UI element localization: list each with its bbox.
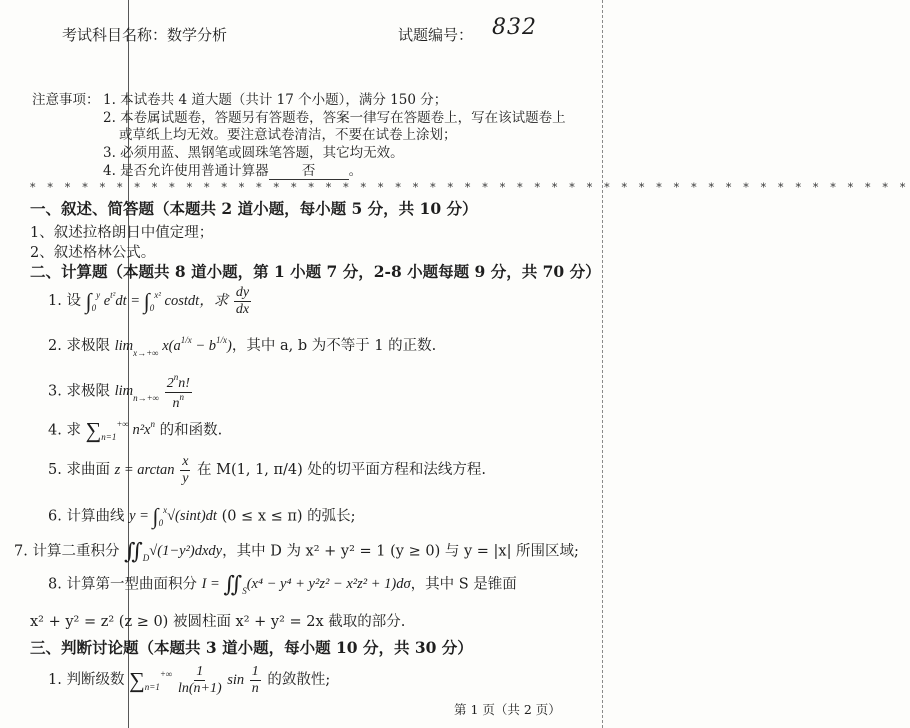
s2-question-4 — [48, 418, 222, 444]
note-4 — [103, 163, 362, 180]
subject-label: 考试科目名称： — [62, 26, 168, 44]
s2-question-8 — [48, 572, 517, 598]
s3-q1-label: 1. 判断级数 — [48, 671, 125, 688]
calculator-answer: 否 — [269, 163, 349, 180]
s2-q8-tail: ，其中 S 是锥面 — [410, 576, 517, 593]
s2-q8-label: 8. 计算第一型曲面积分 — [48, 576, 197, 593]
note-4-end: 。 — [348, 163, 363, 179]
s2-question-1 — [48, 286, 253, 317]
s2-q2-tail: ，其中 a, b 为不等于 1 的正数. — [231, 338, 437, 354]
s3-q1-tail: 的敛散性; — [267, 671, 331, 688]
binding-dash-line — [602, 0, 603, 728]
page-footer: 第 1 页（共 2 页） — [454, 702, 561, 717]
s2-q8-formula: $I = ∬_S(x^4 - y^4 + y^2z^2 - x^2z^2 + 1)d\sigma$ — [201, 572, 411, 597]
note-2-cont: 或草纸上均无效。要注意试卷清洁，不要在试卷上涂划； — [119, 127, 457, 143]
s2-q6-formula: $y = \int_0^x√(\sin t)dt$ — [129, 504, 217, 529]
s2-q7-formula: $∬_D√(1-y^2)dxdy$ — [124, 539, 223, 564]
s2-q3-formula: $\lim_{n\to+\infty}$ $\frac{2^nn!}{n^n}$ — [114, 372, 190, 411]
s1-question-2: 2、叙述格林公式。 — [30, 245, 156, 261]
note-1: 1. 本试卷共 4 道大题（共计 17 个小题），满分 150 分； — [103, 92, 448, 108]
s2-q7-label: 7. 计算二重积分 — [14, 543, 120, 560]
code-label: 试题编号： — [398, 26, 474, 44]
s2-question-5 — [48, 455, 486, 486]
subject-value: 数学分析 — [167, 26, 228, 44]
s2-q5-formula: z = arctan $\frac{x}{y}$ — [114, 454, 189, 486]
s2-q7-tail: ，其中 D 为 x² + y² = 1 (y ≥ 0) 与 y = |x| 所围区域; — [222, 543, 579, 560]
s2-q2-label: 2. 求极限 — [48, 338, 110, 354]
note-3: 3. 必须用蓝、黑钢笔或圆珠笔答题，其它均无效。 — [103, 145, 404, 161]
note-4-text: 4. 是否允许使用普通计算器 — [103, 163, 269, 179]
section-3-title: 三、判断讨论题（本题共 3 道小题，每小题 10 分，共 30 分） — [30, 638, 473, 657]
section-2-title: 二、计算题（本题共 8 道小题，第 1 小题 7 分，2-8 小题每题 9 分，共 70 分） — [30, 262, 601, 281]
s2-q6-tail: (0 ≤ x ≤ π) 的弧长; — [221, 508, 356, 525]
code-line — [398, 24, 473, 45]
notes-title: 注意事项： — [32, 92, 100, 108]
code-value-handwritten: 832 — [492, 15, 537, 40]
section-1-title: 一、叙述、简答题（本题共 2 道小题，每小题 5 分，共 10 分） — [30, 199, 478, 218]
s2-q4-tail: 的和函数. — [159, 422, 223, 439]
s2-q4-formula: $\sum_{n=1}^{+\infty}$ $n^2x^n$ — [85, 418, 155, 443]
s2-question-3 — [48, 373, 194, 411]
s1-question-1: 1、叙述拉格朗日中值定理； — [30, 225, 214, 241]
note-2: 2. 本卷属试题卷，答题另有答题卷，答案一律写在答题卷上，写在该试题卷上 — [103, 110, 566, 126]
s2-question-6 — [48, 504, 356, 530]
s2-q3-label: 3. 求极限 — [48, 383, 110, 400]
separator-stars: * * * * * * * * * * * * * * * * * * * * * * * * * * * * * * * * * * * * * * * * * * * * * * * * * * * — [30, 181, 910, 194]
s2-q4-label: 4. 求 — [48, 422, 81, 439]
subject-line — [62, 24, 227, 45]
s2-q1-label: 1. 设 — [48, 292, 81, 309]
s3-q1-formula: $\sum_{n=1}^{+\infty}$ $\frac{1}{\ln(n+1)}$ sin $\frac{1}{n}$ — [129, 664, 259, 696]
s2-question-2 — [48, 334, 436, 358]
s2-q5-tail: 在 M(1, 1, π/4) 处的切平面方程和法线方程. — [197, 461, 487, 478]
s2-q6-label: 6. 计算曲线 — [48, 508, 125, 525]
s3-question-1 — [48, 665, 330, 696]
s2-question-7 — [14, 539, 579, 565]
s2-q2-formula: $\lim_{x\to+\infty} x(a^{1/x} - b^{1/x})$ — [114, 335, 232, 358]
s2-question-8-cont: x² + y² = z² (z ≥ 0) 被圆柱面 x² + y² = 2x 截取的部分. — [30, 614, 406, 630]
s2-q5-label: 5. 求曲面 — [48, 461, 110, 478]
s2-q1-formula: $\int_0^y$ $e^{t^2}dt = \int_0^{x^2}$ costdt，求 $\frac{dy}{dx}$ — [85, 285, 250, 317]
